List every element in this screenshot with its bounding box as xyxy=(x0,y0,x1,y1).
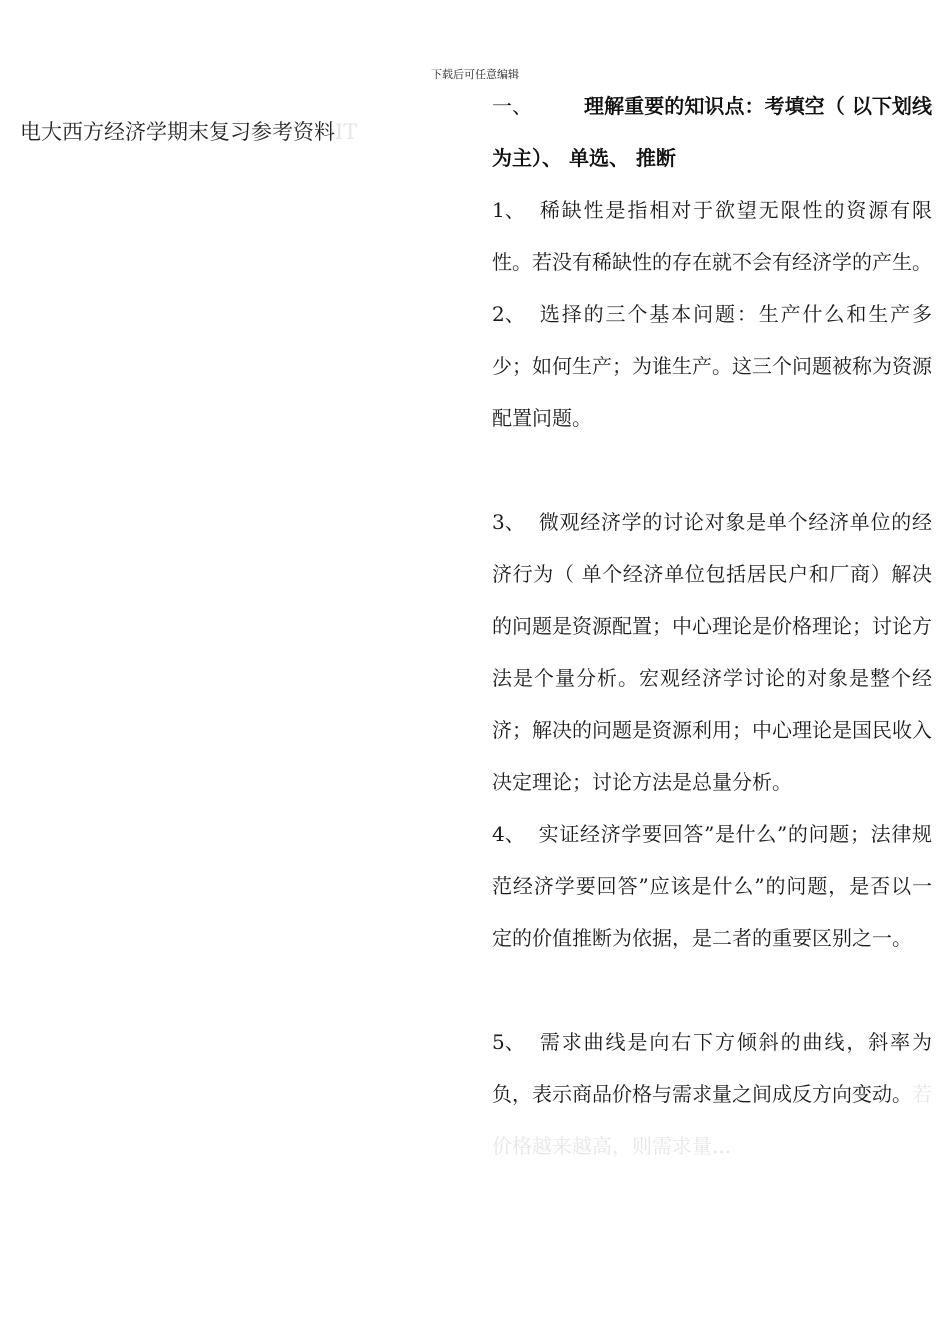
section-heading xyxy=(492,80,932,184)
list-item xyxy=(492,496,932,808)
document-title xyxy=(20,116,357,146)
paragraph-gap xyxy=(492,444,932,496)
item-text: 选择的三个基本问题：生产什么和生产多少；如何生产；为谁生产。这三个问题被称为资源配置问题。 xyxy=(492,302,932,430)
item-number: 3、 xyxy=(492,510,525,534)
item-number: 2、 xyxy=(492,302,525,326)
item-text: 需求曲线是向右下方倾斜的曲线，斜率为负，表示商品价格与需求量之间成反方向变动。 xyxy=(492,1030,932,1106)
item-number: 5、 xyxy=(492,1030,525,1054)
item-text: 微观经济学的讨论对象是单个经济单位的经济行为（ 单个经济单位包括居民户和厂商）解决的问题是资源配置；中心理论是价格理论；讨论方法是个量分析。宏观经济学讨论的对象是整个经济；解决的问题是资源利用；中心理论是国民收入决定理论；讨论方法是总量分析。 xyxy=(492,510,932,794)
item-number: 4、 xyxy=(492,822,525,846)
list-item xyxy=(492,288,932,444)
document-title-faint-text: IT xyxy=(335,120,358,144)
document-title-text: 电大西方经济学期末复习参考资料 xyxy=(20,120,335,144)
content-column xyxy=(492,80,932,1172)
list-item xyxy=(492,184,932,288)
header-note: 下载后可任意编辑 xyxy=(431,68,519,81)
list-item xyxy=(492,808,932,964)
item-text: 稀缺性是指相对于欲望无限性的资源有限性。若没有稀缺性的存在就不会有经济学的产生。 xyxy=(492,198,932,274)
item-number: 1、 xyxy=(492,198,525,222)
list-item xyxy=(492,1016,932,1172)
section-title: 理解重要的知识点：考填空（ 以下划线为主）、 单选、 推断 xyxy=(492,94,932,170)
item-text: 实证经济学要回答”是什么”的问题；法律规范经济学要回答”应该是什么”的问题，是否以一定的价值推断为依据，是二者的重要区别之一。 xyxy=(492,822,932,950)
item-faint-tail: 若价格越来越高，则需求量... xyxy=(492,1082,932,1158)
section-number: 一、 xyxy=(492,94,532,118)
paragraph-gap xyxy=(492,964,932,1016)
